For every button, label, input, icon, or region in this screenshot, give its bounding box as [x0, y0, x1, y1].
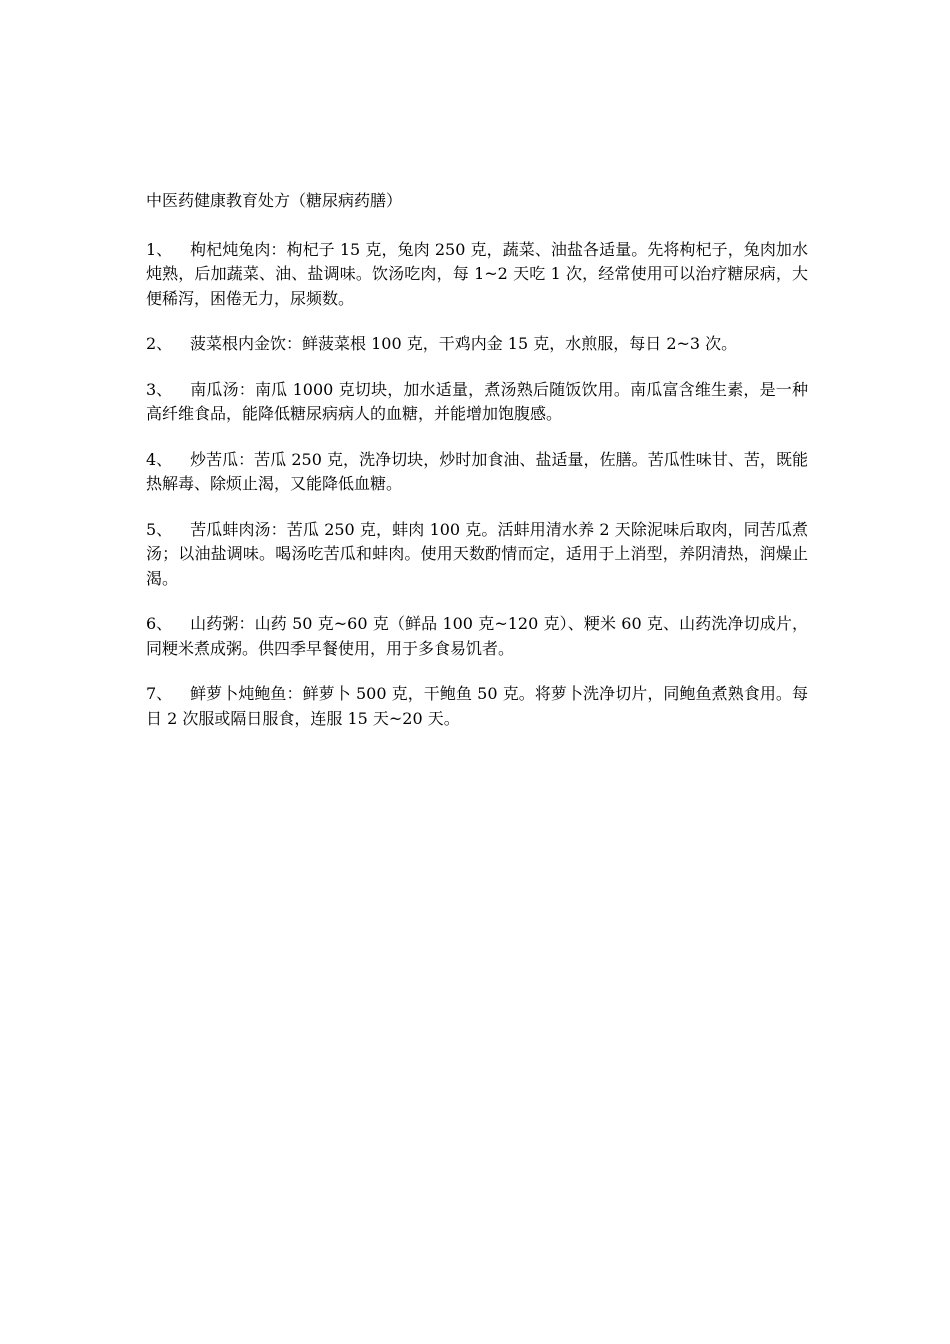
recipe-item-7: [146, 682, 808, 731]
recipe-number: 6、: [146, 614, 173, 633]
recipe-item-2: [146, 332, 808, 357]
recipe-text: 炒苦瓜：苦瓜 250 克，洗净切块，炒时加食油、盐适量，佐膳。苦瓜性味甘、苦，既能热解毒、除烦止渴，又能降低血糖。: [146, 449, 808, 493]
document-body: [146, 189, 808, 752]
document-title: 中医药健康教育处方（糖尿病药膳）: [146, 191, 403, 210]
recipe-text: 鲜萝卜炖鲍鱼：鲜萝卜 500 克，干鲍鱼 50 克。将萝卜洗净切片，同鲍鱼煮熟食用。每日 2 次服或隔日服食，连服 15 天~20 天。: [146, 684, 808, 728]
recipe-item-6: [146, 612, 808, 661]
recipe-text: 苦瓜蚌肉汤：苦瓜 250 克，蚌肉 100 克。活蚌用清水养 2 天除泥味后取肉，同苦瓜煮汤；以油盐调味。喝汤吃苦瓜和蚌肉。使用天数酌情而定，适用于上消型，养阴清热，润燥止渴。: [146, 519, 808, 588]
recipe-number: 7、: [146, 684, 173, 703]
recipe-number: 4、: [146, 449, 173, 469]
recipe-text: 菠菜根内金饮：鲜菠菜根 100 克，干鸡内金 15 克，水煎服，每日 2~3 次。: [190, 334, 738, 353]
recipe-text: 枸杞炖兔肉：枸杞子 15 克，兔肉 250 克，蔬菜、油盐各适量。先将枸杞子，兔肉加水炖熟，后加蔬菜、油、盐调味。饮汤吃肉，每 1~2 天吃 1 次，经常使用可以治疗糖尿病，大便稀泻，困倦无力，尿频数。: [146, 239, 808, 308]
recipe-item-3: [146, 378, 808, 427]
recipe-item-1: [146, 238, 808, 312]
recipe-number: 5、: [146, 519, 173, 539]
recipe-number: 2、: [146, 334, 173, 353]
recipe-item-4: [146, 448, 808, 497]
recipe-item-5: [146, 518, 808, 592]
recipe-number: 3、: [146, 379, 173, 399]
recipe-text: 山药粥：山药 50 克~60 克（鲜品 100 克~120 克）、粳米 60 克、山药洗净切成片，同粳米煮成粥。供四季早餐使用，用于多食易饥者。: [146, 614, 808, 658]
recipe-text: 南瓜汤：南瓜 1000 克切块，加水适量，煮汤熟后随饭饮用。南瓜富含维生素，是一种高纤维食品，能降低糖尿病病人的血糖，并能增加饱腹感。: [146, 379, 808, 423]
recipe-number: 1、: [146, 239, 173, 259]
